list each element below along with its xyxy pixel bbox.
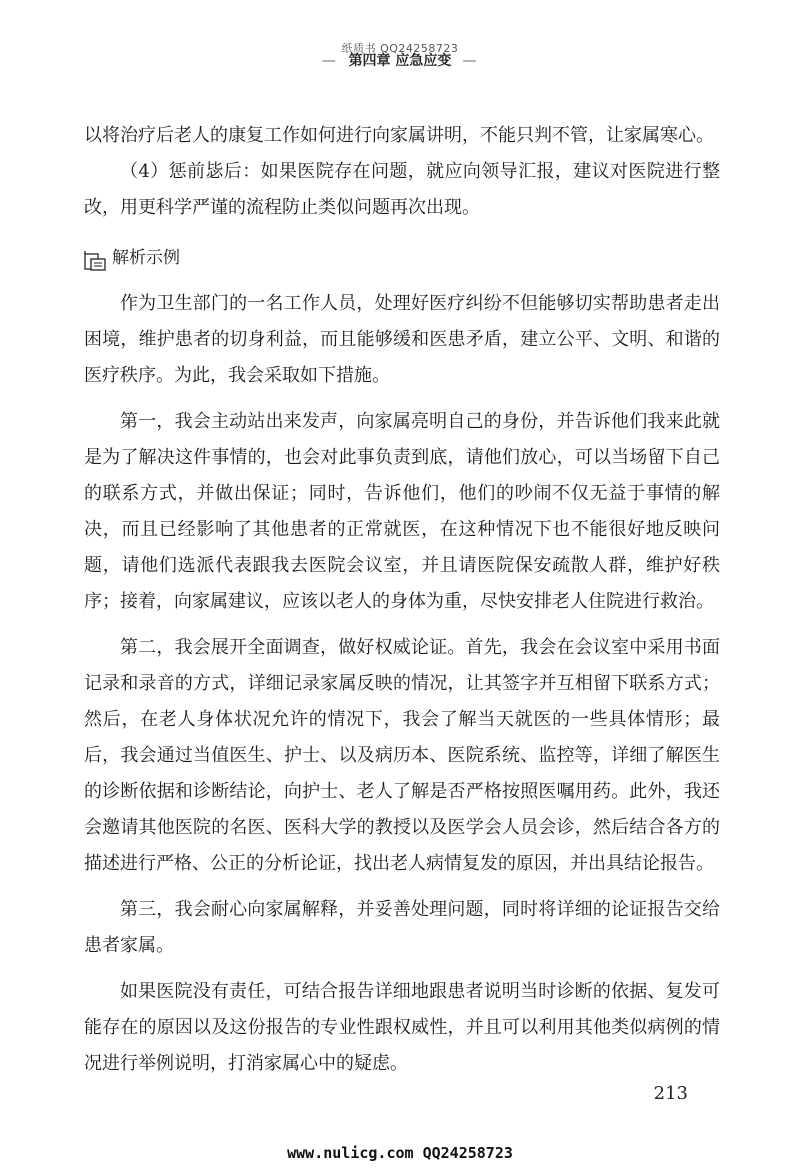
- paragraph-third: 第三，我会耐心向家属解释，并妥善处理问题，同时将详细的论证报告交给患者家属。: [84, 899, 720, 956]
- footer-watermark: www.nulicg.com QQ24258723: [287, 1144, 513, 1162]
- paragraph-no-liability: 如果医院没有责任，可结合报告详细地跟患者说明当时诊断的依据、复发可能存在的原因以及这份报告的专业性跟权威性，并且可以利用其他类似病例的情况进行举例说明，打消家属心中的疑虑。: [84, 981, 720, 1074]
- top-watermark: 纸质书 QQ24258723: [341, 42, 459, 55]
- running-header: [0, 50, 800, 70]
- book-section-icon: [84, 248, 106, 268]
- header-dash-left: —: [321, 53, 338, 69]
- header-dash-right: —: [462, 53, 479, 69]
- paragraph-intro: 作为卫生部门的一名工作人员，处理好医疗纠纷不但能够切实帮助患者走出困境，维护患者的切身利益，而且能够缓和医患矛盾，建立公平、文明、和谐的医疗秩序。为此，我会采取如下措施。: [84, 293, 720, 386]
- section-title: 解析示例: [112, 248, 180, 268]
- page-number: 213: [653, 1083, 688, 1104]
- body-text: [84, 118, 720, 1082]
- paragraph-continuation: 以将治疗后老人的康复工作如何进行向家属讲明，不能只判不管，让家属寒心。: [84, 125, 714, 146]
- paragraph-first: 第一，我会主动站出来发声，向家属亮明自己的身份，并告诉他们我来此就是为了解决这件事情的，也会对此事负责到底，请他们放心，可以当场留下自己的联系方式，并做出保证；同时，告诉他们，他们的吵闹不仅无益于事情的解决，而且已经影响了其他患者的正常就医，在这种情况下也不能很好地反映问题，请他们选派代表跟我去医院会议室，并且请医院保安疏散人群，维护好秩序；接着，向家属建议，应该以老人的身体为重，尽快安排老人住院进行救治。: [84, 411, 720, 612]
- paragraph-point-4: （4）惩前毖后：如果医院存在问题，就应向领导汇报，建议对医院进行整改，用更科学严谨的流程防止类似问题再次出现。: [84, 161, 720, 218]
- chapter-title: 第四章 应急应变: [348, 53, 452, 69]
- paragraph-second: 第二，我会展开全面调查，做好权威论证。首先，我会在会议室中采用书面记录和录音的方式，详细记录家属反映的情况，让其签字并互相留下联系方式；然后，在老人身体状况允许的情况下，我会了解当天就医的一些具体情形；最后，我会通过当值医生、护士、以及病历本、医院系统、监控等，详细了解医生的诊断依据和诊断结论，向护士、老人了解是否严格按照医嘱用药。此外，我还会邀请其他医院的名医、医科大学的教授以及医学会人员会诊，然后结合各方的描述进行严格、公正的分析论证，找出老人病情复发的原因，并出具结论报告。: [84, 637, 720, 874]
- section-heading: [84, 240, 720, 276]
